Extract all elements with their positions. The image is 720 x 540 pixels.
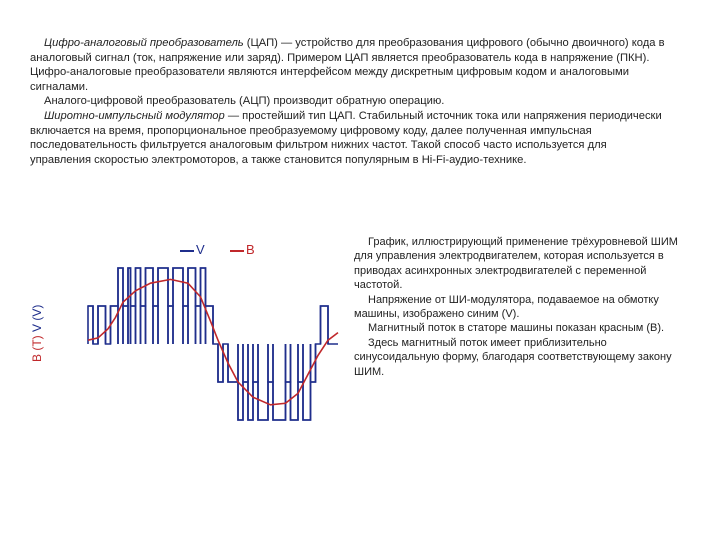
pwm-waveform-plot [30,232,350,447]
voltage-pulse [258,344,268,420]
voltage-pulse [146,268,154,344]
pwm-definition: Широтно-импульсный модулятор — простейший тип ЦАП. Стабильный источник тока или напряжения периодически включается на время, пропорциональное преобразуемому цифровому коду, далее полученная импульсная последовательность фильтруется аналоговым фильтром нижних частот. Такой способ часто используется для управления скоростью электромоторов, а также становится популярным в Hi-Fi-аудио-технике. [30,109,662,166]
caption-line: Здесь магнитный поток имеет приблизительно синусоидальную форму, благодаря соответствующему закону ШИМ. [354,336,672,378]
intro-text [30,36,670,167]
voltage-pulse [188,268,196,344]
pwm-term: Широтно-импульсный модулятор [44,109,225,122]
y-axis-label-b: B (T) [30,335,44,362]
adc-definition: Аналого-цифровой преобразователь (АЦП) производит обратную операцию. [44,95,445,108]
voltage-pulse [291,344,299,420]
pwm-figure [30,232,350,447]
voltage-waveform [88,268,338,420]
dac-term: Цифро-аналоговый преобразователь [44,37,244,49]
caption-line: График, иллюстрирующий применение трёхуровневой ШИМ для управления электродвигателем, которая используется в приводах асинхронных электродвигателей с переменной частотой. [354,236,678,292]
voltage-pulse [173,268,183,344]
dac-definition: Цифро-аналоговый преобразователь (ЦАП) — устройство для преобразования цифрового (обычно двоичного) кода в аналоговый сигнал (ток, напряжение или заряд). Примером ЦАП является преобразователь кода в напряжение (ПКН). Цифро-аналоговые преобразователи являются интерфейсом между дискретным цифровым кодом и аналоговыми сигналами. [30,37,665,93]
caption-line: Напряжение от ШИ-модулятора, подаваемое на обмотку машины, изображено синим (V). [354,293,659,321]
voltage-pulse [321,306,329,344]
figure-caption [354,235,684,379]
legend-voltage: V [180,242,205,257]
voltage-pulse [273,344,286,420]
legend-flux: B [230,242,255,257]
voltage-pulse [111,306,119,344]
voltage-pulse [98,306,106,344]
y-axis-label-v: V (V) [30,304,44,332]
caption-line: Магнитный поток в статоре машины показан красным (B). [368,322,665,335]
voltage-pulse [228,344,238,382]
